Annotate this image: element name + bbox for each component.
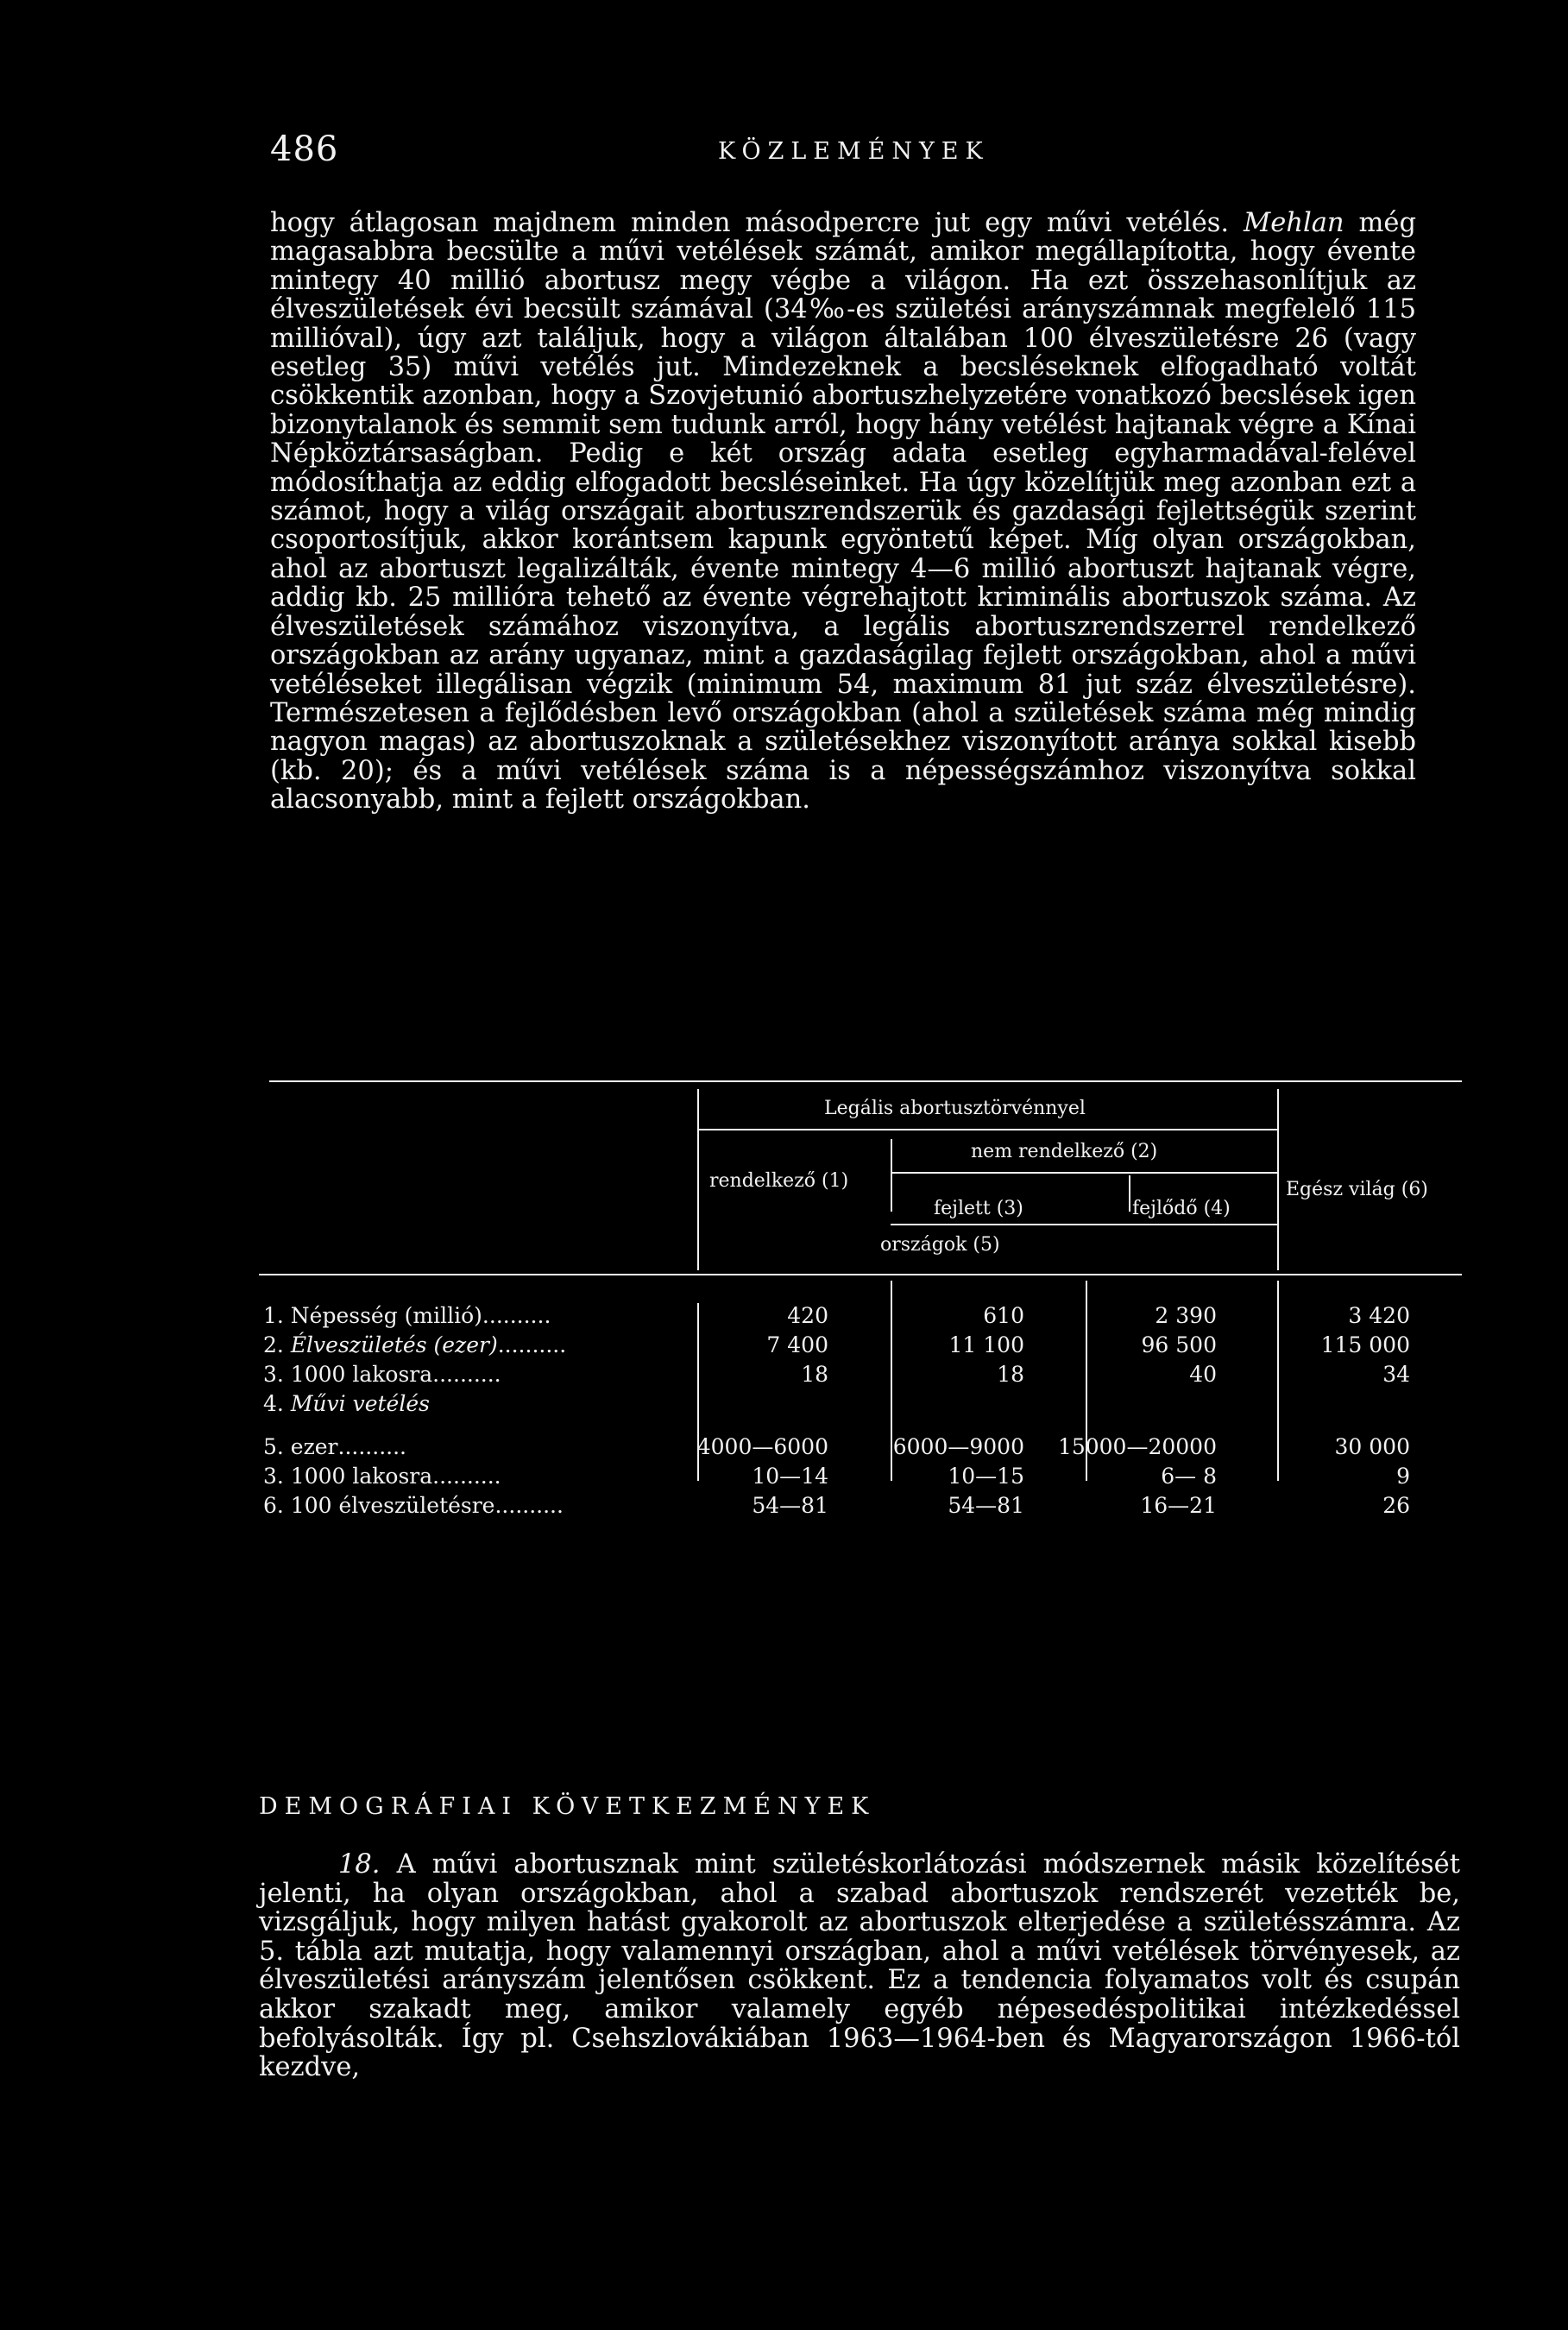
table-cell: 610: [983, 1303, 1024, 1328]
header-rule: [697, 1129, 1277, 1130]
table-cell: 15000—20000: [1057, 1434, 1217, 1459]
author-name: Mehlan: [1244, 208, 1344, 238]
table-cell: 11 100: [948, 1332, 1024, 1357]
table-cell: 26: [1382, 1493, 1410, 1518]
table-row: [259, 1434, 1462, 1465]
table-cell: 420: [787, 1303, 828, 1328]
table-cell: 54—81: [752, 1493, 828, 1518]
table-row: [259, 1464, 1462, 1495]
table-cell: 40: [1189, 1362, 1217, 1387]
row-label: 1. Népesség (millió)..........: [263, 1303, 551, 1328]
page-number: 486: [270, 129, 339, 169]
table-cell: 9: [1396, 1464, 1410, 1489]
table-top-rule: [269, 1080, 1462, 1082]
table-cell: 18: [997, 1362, 1024, 1387]
table-cell: 7 400: [766, 1332, 828, 1357]
table-row: [259, 1493, 1462, 1524]
table-row: [259, 1391, 1462, 1422]
table-cell: 18: [801, 1362, 828, 1387]
header-legal-abortion: Legális abortusztörvénnyel: [824, 1098, 1086, 1119]
header-rule: [891, 1172, 1277, 1174]
section-title: DEMOGRÁFIAI KÖVETKEZMÉNYEK: [259, 1793, 876, 1820]
row-label: 3. 1000 lakosra..........: [263, 1362, 501, 1387]
abortion-statistics-table: [259, 1080, 1462, 1529]
table-cell: 30 000: [1334, 1434, 1410, 1459]
section-paragraph: [259, 1850, 1460, 2082]
body-text-part-a: hogy átlagosan majdnem minden másodpercre jut egy művi vetélés.: [270, 208, 1244, 238]
header-divider: [697, 1089, 699, 1270]
table-header-bottom-rule: [259, 1274, 1462, 1275]
table-cell: 6000—9000: [892, 1434, 1024, 1459]
table-cell: 10—15: [948, 1464, 1024, 1489]
header-countries: országok (5): [880, 1234, 1000, 1256]
table-cell: 2 390: [1155, 1303, 1217, 1328]
table-cell: 115 000: [1320, 1332, 1410, 1357]
row-label: 4. Művi vetélés: [263, 1391, 430, 1416]
table-row: [259, 1362, 1462, 1393]
section-paragraph-text: A művi abortusznak mint születéskorlátozási módszernek másik közelítését jelenti, ha olyan országokban, ahol a szabad abortuszok rendszerét vezették be, vizsgáljuk, hogy milyen hatást gyakorolt az abortuszok elterjedése a születésszámra. Az 5. tábla azt mutatja, hogy valamennyi országban, ahol a művi vetélések törvényesek, az élveszületési arányszám jelentősen csökkent. Ez a tendencia folyamatos volt és csupán akkor szakadt meg, amikor valamely egyéb népesedéspolitikai intézkedéssel befolyásolták. Így pl. Csehszlovákiában 1963—1964-ben és Magyarországon 1966-tól kezdve,: [259, 1849, 1460, 2083]
table-cell: 96 500: [1141, 1332, 1217, 1357]
table-cell: 4000—6000: [696, 1434, 828, 1459]
table-cell: 3 420: [1348, 1303, 1410, 1328]
header-world: Egész világ (6): [1286, 1179, 1428, 1200]
header-divider: [891, 1139, 892, 1212]
header-divider: [1129, 1175, 1130, 1212]
header-developing: fejlődő (4): [1132, 1198, 1231, 1219]
table-row: [259, 1332, 1462, 1363]
row-label: 2. Élveszületés (ezer)..........: [263, 1332, 567, 1357]
header-rule: [891, 1224, 1277, 1225]
header-not-having: nem rendelkező (2): [971, 1141, 1158, 1162]
row-label: 6. 100 élveszületésre..........: [263, 1493, 564, 1518]
body-text-part-b: még magasabbra becsülte a művi vetélések számát, amikor megállapította, hogy évente mintegy 40 millió abortusz megy végbe a világon. Ha ezt összehasonlítjuk az élveszületések évi becsült számával (34‰-es születési arányszámnak megfelelő 115 millióval), úgy azt találjuk, hogy a világon általában 100 élveszületésre 26 (vagy esetleg 35) művi vetélés jut. Mindezeknek a becsléseknek elfogadható voltát csökkentik azonban, hogy a Szovjetunió abortuszhelyzetére vonatkozó becslések igen bizonytalanok és semmit sem tudunk arról, hogy hány vetélést hajtanak végre a Kínai Népköztársaságban. Pedig e két ország adata esetleg egyharmadával-felével módosíthatja az eddig elfogadott becsléseinket. Ha úgy közelítjük meg azonban ezt a számot, hogy a világ országait abortuszrendszerük és gazdasági fejlettségük szerint csoportosítjuk, akkor korántsem kapunk egyöntetű képet. Míg olyan országokban, ahol az abortuszt legalizálták, évente mintegy 4—6 millió abortuszt hajtanak végre, addig kb. 25 millióra tehető az évente végrehajtott kriminális abortuszok száma. Az élveszületések számához viszonyítva, a legális abortuszrendszerrel rendelkező országokban az arány ugyanaz, mint a gazdaságilag fejlett országokban, ahol a művi vetéléseket illegálisan végzik (minimum 54, maximum 81 jut száz élveszületésre). Természetesen a fejlődésben levő országokban (ahol a születések száma még mindig nagyon magas) az abortuszoknak a születésekhez viszonyított aránya sokkal kisebb (kb. 20); és a művi vetélések száma is a népességszámhoz viszonyítva sokkal alacsonyabb, mint a fejlett országokban.: [270, 208, 1416, 816]
table-cell: 34: [1382, 1362, 1410, 1387]
table-row: [259, 1303, 1462, 1334]
row-label: 5. ezer..........: [263, 1434, 406, 1459]
header-developed: fejlett (3): [934, 1198, 1023, 1219]
header-divider: [1277, 1089, 1279, 1270]
body-paragraph: [270, 209, 1416, 815]
table-cell: 16—21: [1140, 1493, 1217, 1518]
table-cell: 6— 8: [1161, 1464, 1217, 1489]
paragraph-number: 18.: [338, 1849, 381, 1880]
table-cell: 54—81: [948, 1493, 1024, 1518]
row-label: 3. 1000 lakosra..........: [263, 1464, 501, 1489]
table-cell: 10—14: [752, 1464, 828, 1489]
header-having: rendelkező (1): [709, 1170, 849, 1192]
running-header: KÖZLEMÉNYEK: [718, 138, 990, 165]
